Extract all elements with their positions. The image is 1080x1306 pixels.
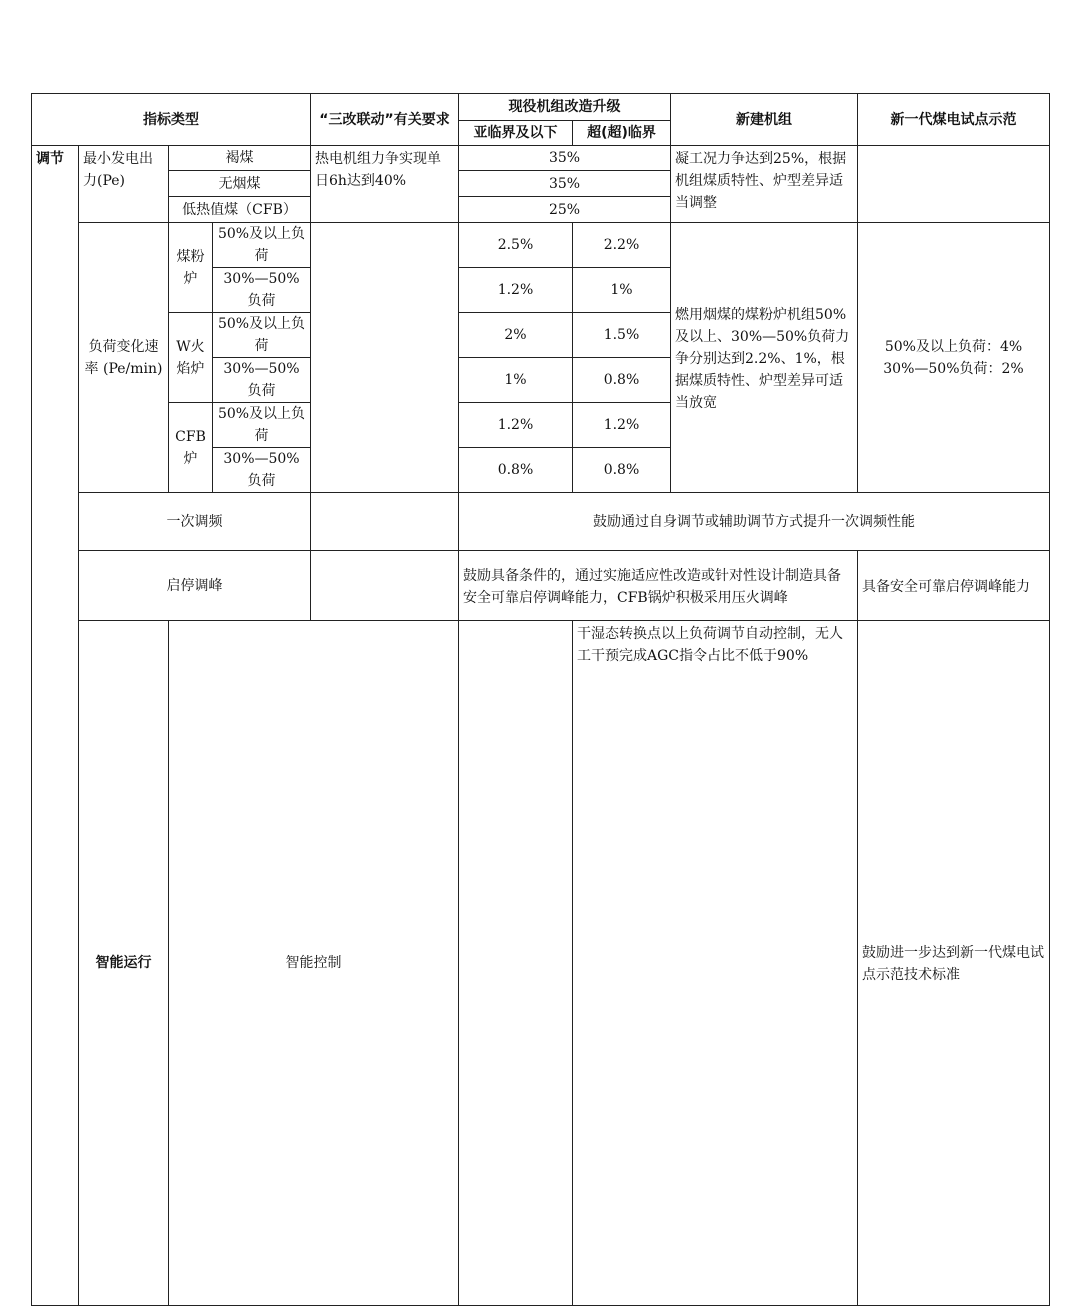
min-output-value: 25%	[459, 197, 671, 223]
rate-supercritical: 1.2%	[573, 403, 671, 448]
load-rate-three-reform	[311, 223, 459, 493]
start-stop-new-gen: 具备安全可靠启停调峰能力	[858, 551, 1050, 621]
load-rate-label: 负荷变化速率 (Pe/min)	[79, 223, 169, 493]
header-three-reform: “三改联动”有关要求	[311, 94, 459, 146]
header-supercritical: 超(超)临界	[573, 121, 671, 146]
rate-subcritical: 1.2%	[459, 403, 573, 448]
smart-control-new-units: 鼓励进一步达到新一代煤电试点示范技术标准	[858, 621, 1050, 1306]
rate-subcritical: 0.8%	[459, 448, 573, 493]
section-smart: 智能运行	[79, 621, 169, 1306]
section-regulation: 调节	[32, 146, 79, 1306]
smart-control-retrofit: 干湿态转换点以上负荷调节自动控制，无人工干预完成AGC指令占比不低于90%	[573, 621, 858, 1306]
rate-supercritical: 1%	[573, 268, 671, 313]
boiler-type: W火焰炉	[169, 313, 213, 403]
boiler-type: 煤粉炉	[169, 223, 213, 313]
load-range: 30%—50%负荷	[213, 268, 311, 313]
min-output-new-gen	[858, 146, 1050, 223]
header-new-gen: 新一代煤电试点示范	[858, 94, 1050, 146]
rate-supercritical: 0.8%	[573, 358, 671, 403]
load-rate-new-units: 燃用烟煤的煤粉炉机组50%及以上、30%—50%负荷力争分别达到2.2%、1%，根据煤质特性、炉型差异可适当放宽	[671, 223, 858, 493]
start-stop-label: 启停调峰	[79, 551, 311, 621]
min-output-new-units: 凝工况力争达到25%，根据机组煤质特性、炉型差异适当调整	[671, 146, 858, 223]
rate-subcritical: 1%	[459, 358, 573, 403]
header-retrofit: 现役机组改造升级	[459, 94, 671, 121]
header-subcritical: 亚临界及以下	[459, 121, 573, 146]
load-range: 50%及以上负荷	[213, 223, 311, 268]
fuel-cell: 褐煤	[169, 146, 311, 171]
indicator-table	[31, 93, 1050, 1306]
load-rate-new-gen	[858, 223, 1050, 493]
boiler-type: CFB炉	[169, 403, 213, 493]
primary-freq-three-reform	[311, 493, 459, 551]
new-gen-line-2: 30%—50%负荷：2%	[883, 360, 1024, 377]
min-output-value: 35%	[459, 146, 671, 171]
start-stop-three-reform	[311, 551, 459, 621]
rate-subcritical: 2%	[459, 313, 573, 358]
smart-control-label: 智能控制	[169, 621, 459, 1306]
header-new-units: 新建机组	[671, 94, 858, 146]
fuel-cell: 低热值煤（CFB）	[169, 197, 311, 223]
header-indicator-type: 指标类型	[32, 94, 311, 146]
load-range: 30%—50%负荷	[213, 358, 311, 403]
rate-supercritical: 2.2%	[573, 223, 671, 268]
primary-freq-text: 鼓励通过自身调节或辅助调节方式提升一次调频性能	[459, 493, 1050, 551]
min-output-label: 最小发电出力(Pe)	[79, 146, 169, 223]
load-range: 50%及以上负荷	[213, 313, 311, 358]
start-stop-retrofit-new: 鼓励具备条件的，通过实施适应性改造或针对性设计制造具备安全可靠启停调峰能力，CFB锅炉积极采用压火调峰	[459, 551, 858, 621]
primary-freq-label: 一次调频	[79, 493, 311, 551]
load-range: 50%及以上负荷	[213, 403, 311, 448]
rate-supercritical: 0.8%	[573, 448, 671, 493]
load-range: 30%—50%负荷	[213, 448, 311, 493]
rate-subcritical: 2.5%	[459, 223, 573, 268]
rate-subcritical: 1.2%	[459, 268, 573, 313]
min-output-three-reform: 热电机组力争实现单日6h达到40%	[311, 146, 459, 223]
min-output-value: 35%	[459, 171, 671, 197]
rate-supercritical: 1.5%	[573, 313, 671, 358]
new-gen-line-1: 50%及以上负荷：4%	[884, 338, 1023, 355]
smart-control-three-reform	[459, 621, 573, 1306]
fuel-cell: 无烟煤	[169, 171, 311, 197]
